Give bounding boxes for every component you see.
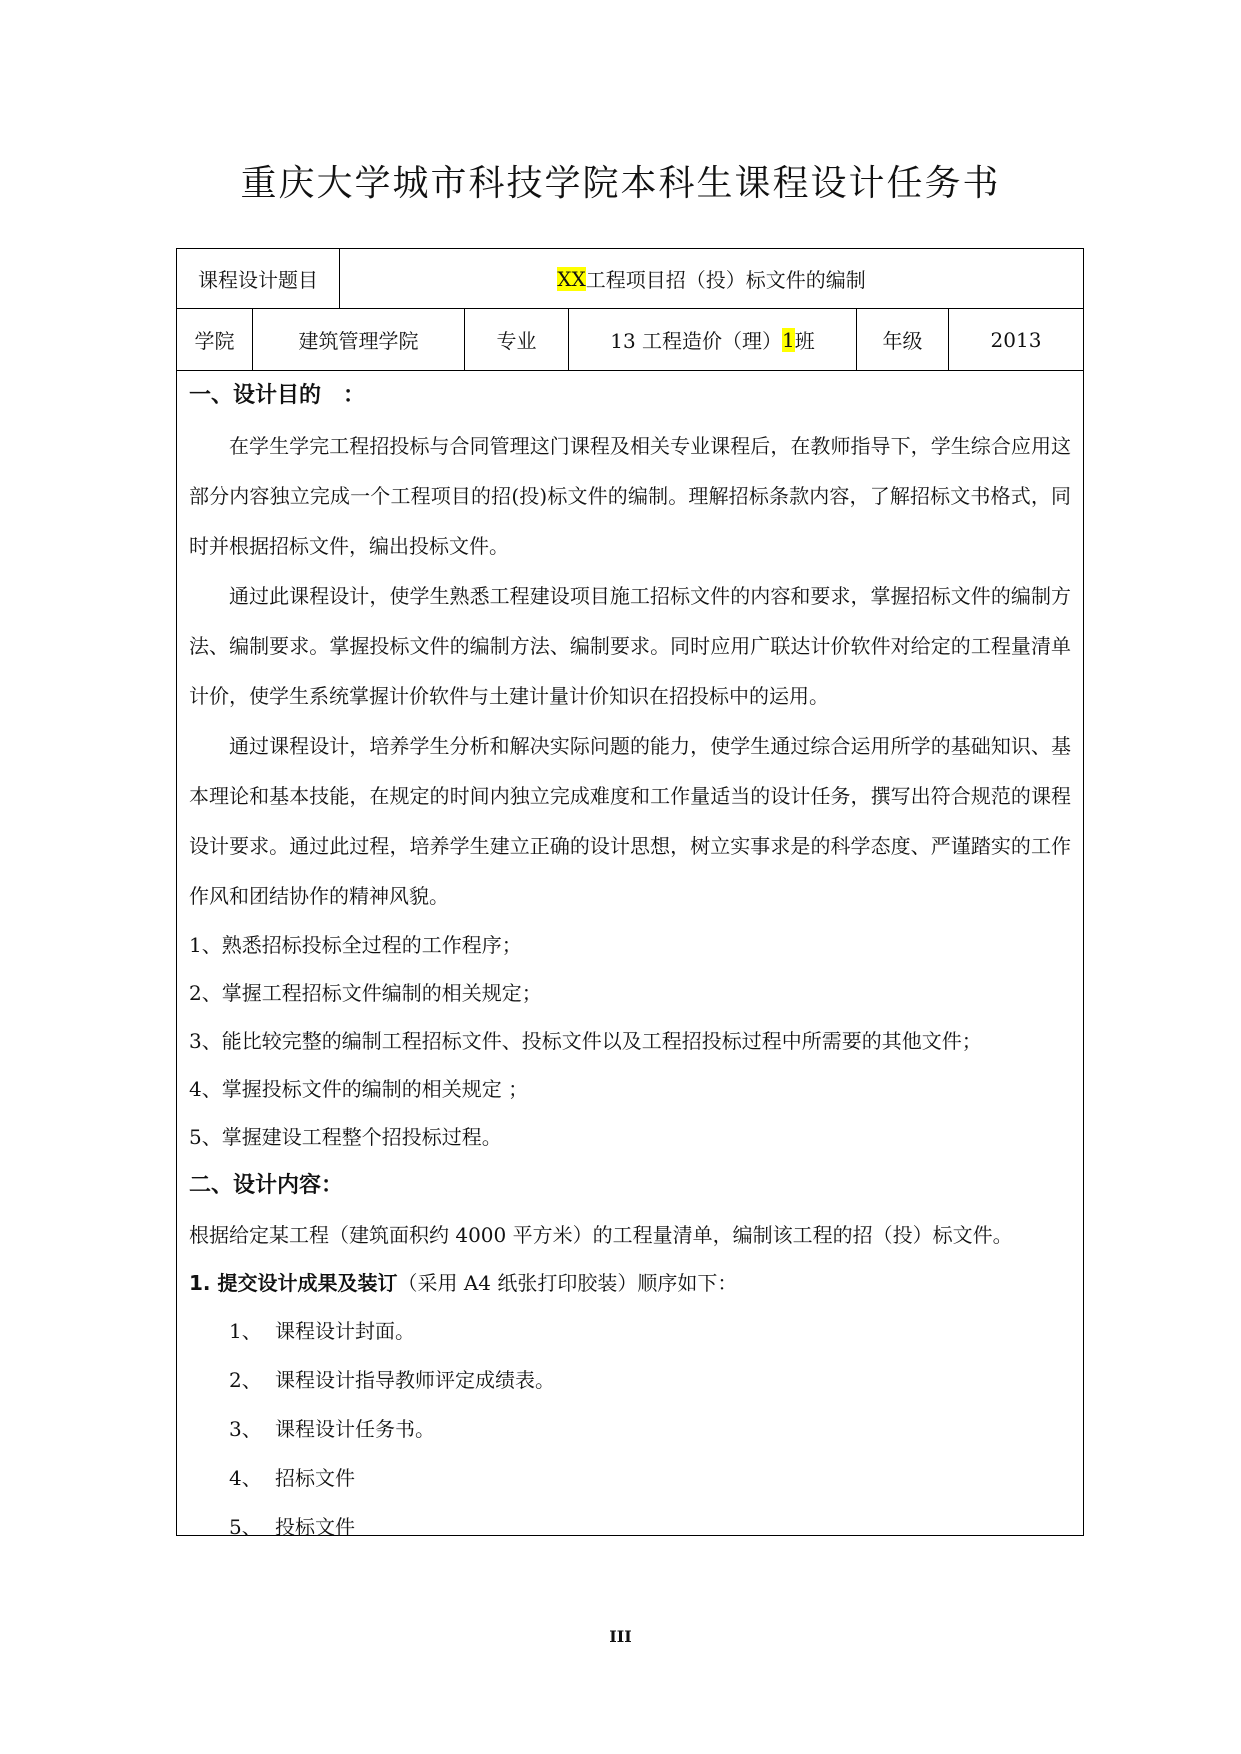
deliverable-text: 招标文件: [275, 1466, 355, 1490]
deliverable-text: 投标文件: [275, 1515, 355, 1539]
deliverables-heading: [189, 1259, 1071, 1307]
deliverable-number: 3、: [229, 1417, 262, 1441]
section1-heading: 一、设计目的 ：: [189, 383, 366, 408]
objective-item: 1、熟悉招标投标全过程的工作程序；: [189, 933, 522, 957]
college-label: 学院: [177, 309, 253, 370]
objective-item: 3、能比较完整的编制工程招标文件、投标文件以及工程招投标过程中所需要的其他文件；: [189, 1029, 982, 1053]
deliverable-item: [189, 1503, 1071, 1552]
document-title: 重庆大学城市科技学院本科生课程设计任务书: [240, 163, 1001, 204]
topic-text: 工程项目招（投）标文件的编制: [585, 268, 866, 292]
deliverable-number: 2、: [229, 1368, 262, 1392]
deliverable-number: 1、: [229, 1319, 262, 1343]
objective-item: 5、掌握建设工程整个招投标过程。: [189, 1125, 502, 1149]
section1-paragraph: 在学生学完工程招投标与合同管理这门课程及相关专业课程后，在教师指导下，学生综合应用这部分内容独立完成一个工程项目的招(投)标文件的编制。理解招标条款内容，了解招标文书格式，同时并根据招标文件，编出投标文件。: [189, 434, 1071, 558]
deliverables-heading-rest: （采用 A4 纸张打印胶装）顺序如下：: [397, 1271, 738, 1295]
college-value: 建筑管理学院: [253, 309, 465, 370]
section2-heading: 二、设计内容：: [189, 1173, 344, 1198]
deliverable-number: 4、: [229, 1466, 262, 1490]
deliverable-text: 课程设计指导教师评定成绩表。: [275, 1368, 555, 1392]
major-highlight: 1: [782, 327, 795, 352]
topic-value: [340, 249, 1083, 308]
deliverable-text: 课程设计任务书。: [275, 1417, 435, 1441]
objective-item: 2、掌握工程招标文件编制的相关规定；: [189, 981, 542, 1005]
topic-highlight: XX: [557, 266, 586, 291]
grade-label: 年级: [857, 309, 949, 370]
section1-paragraph: 通过课程设计，培养学生分析和解决实际问题的能力，使学生通过综合运用所学的基础知识、基本理论和基本技能，在规定的时间内独立完成难度和工作量适当的设计任务，撰写出符合规范的课程设计要求。通过此过程，培养学生建立正确的设计思想，树立实事求是的科学态度、严谨踏实的工作作风和团结协作的精神风貌。: [189, 734, 1071, 908]
major-value: [569, 309, 857, 370]
topic-label: 课程设计题目: [177, 249, 340, 308]
deliverable-text: 课程设计封面。: [275, 1319, 415, 1343]
objective-item: 4、掌握投标文件的编制的相关规定 ；: [189, 1077, 529, 1101]
content-area: [177, 371, 1083, 1552]
grade-value: 2013: [990, 327, 1042, 352]
task-form-table: [176, 248, 1084, 1539]
topic-row: [177, 249, 1083, 309]
section1-paragraph: 通过此课程设计，使学生熟悉工程建设项目施工招标文件的内容和要求，掌握招标文件的编制方法、编制要求。掌握投标文件的编制方法、编制要求。同时应用广联达计价软件对给定的工程量清单计价，使学生系统掌握计价软件与土建计量计价知识在招投标中的运用。: [189, 584, 1071, 708]
deliverable-item: [189, 1356, 1071, 1405]
major-suffix: 班: [794, 329, 815, 353]
deliverables-heading-bold: 1. 提交设计成果及装订: [189, 1271, 398, 1295]
deliverable-item: [189, 1454, 1071, 1503]
page-number: III: [609, 1627, 632, 1646]
major-label: 专业: [465, 309, 569, 370]
deliverable-item: [189, 1405, 1071, 1454]
deliverable-number: 5、: [229, 1515, 262, 1539]
info-row: [177, 309, 1083, 371]
section2-intro: 根据给定某工程（建筑面积约 4000 平方米）的工程量清单，编制该工程的招（投）标文件。: [189, 1223, 1013, 1247]
deliverable-item: [189, 1307, 1071, 1356]
major-prefix: 13 工程造价（理）: [610, 329, 783, 353]
